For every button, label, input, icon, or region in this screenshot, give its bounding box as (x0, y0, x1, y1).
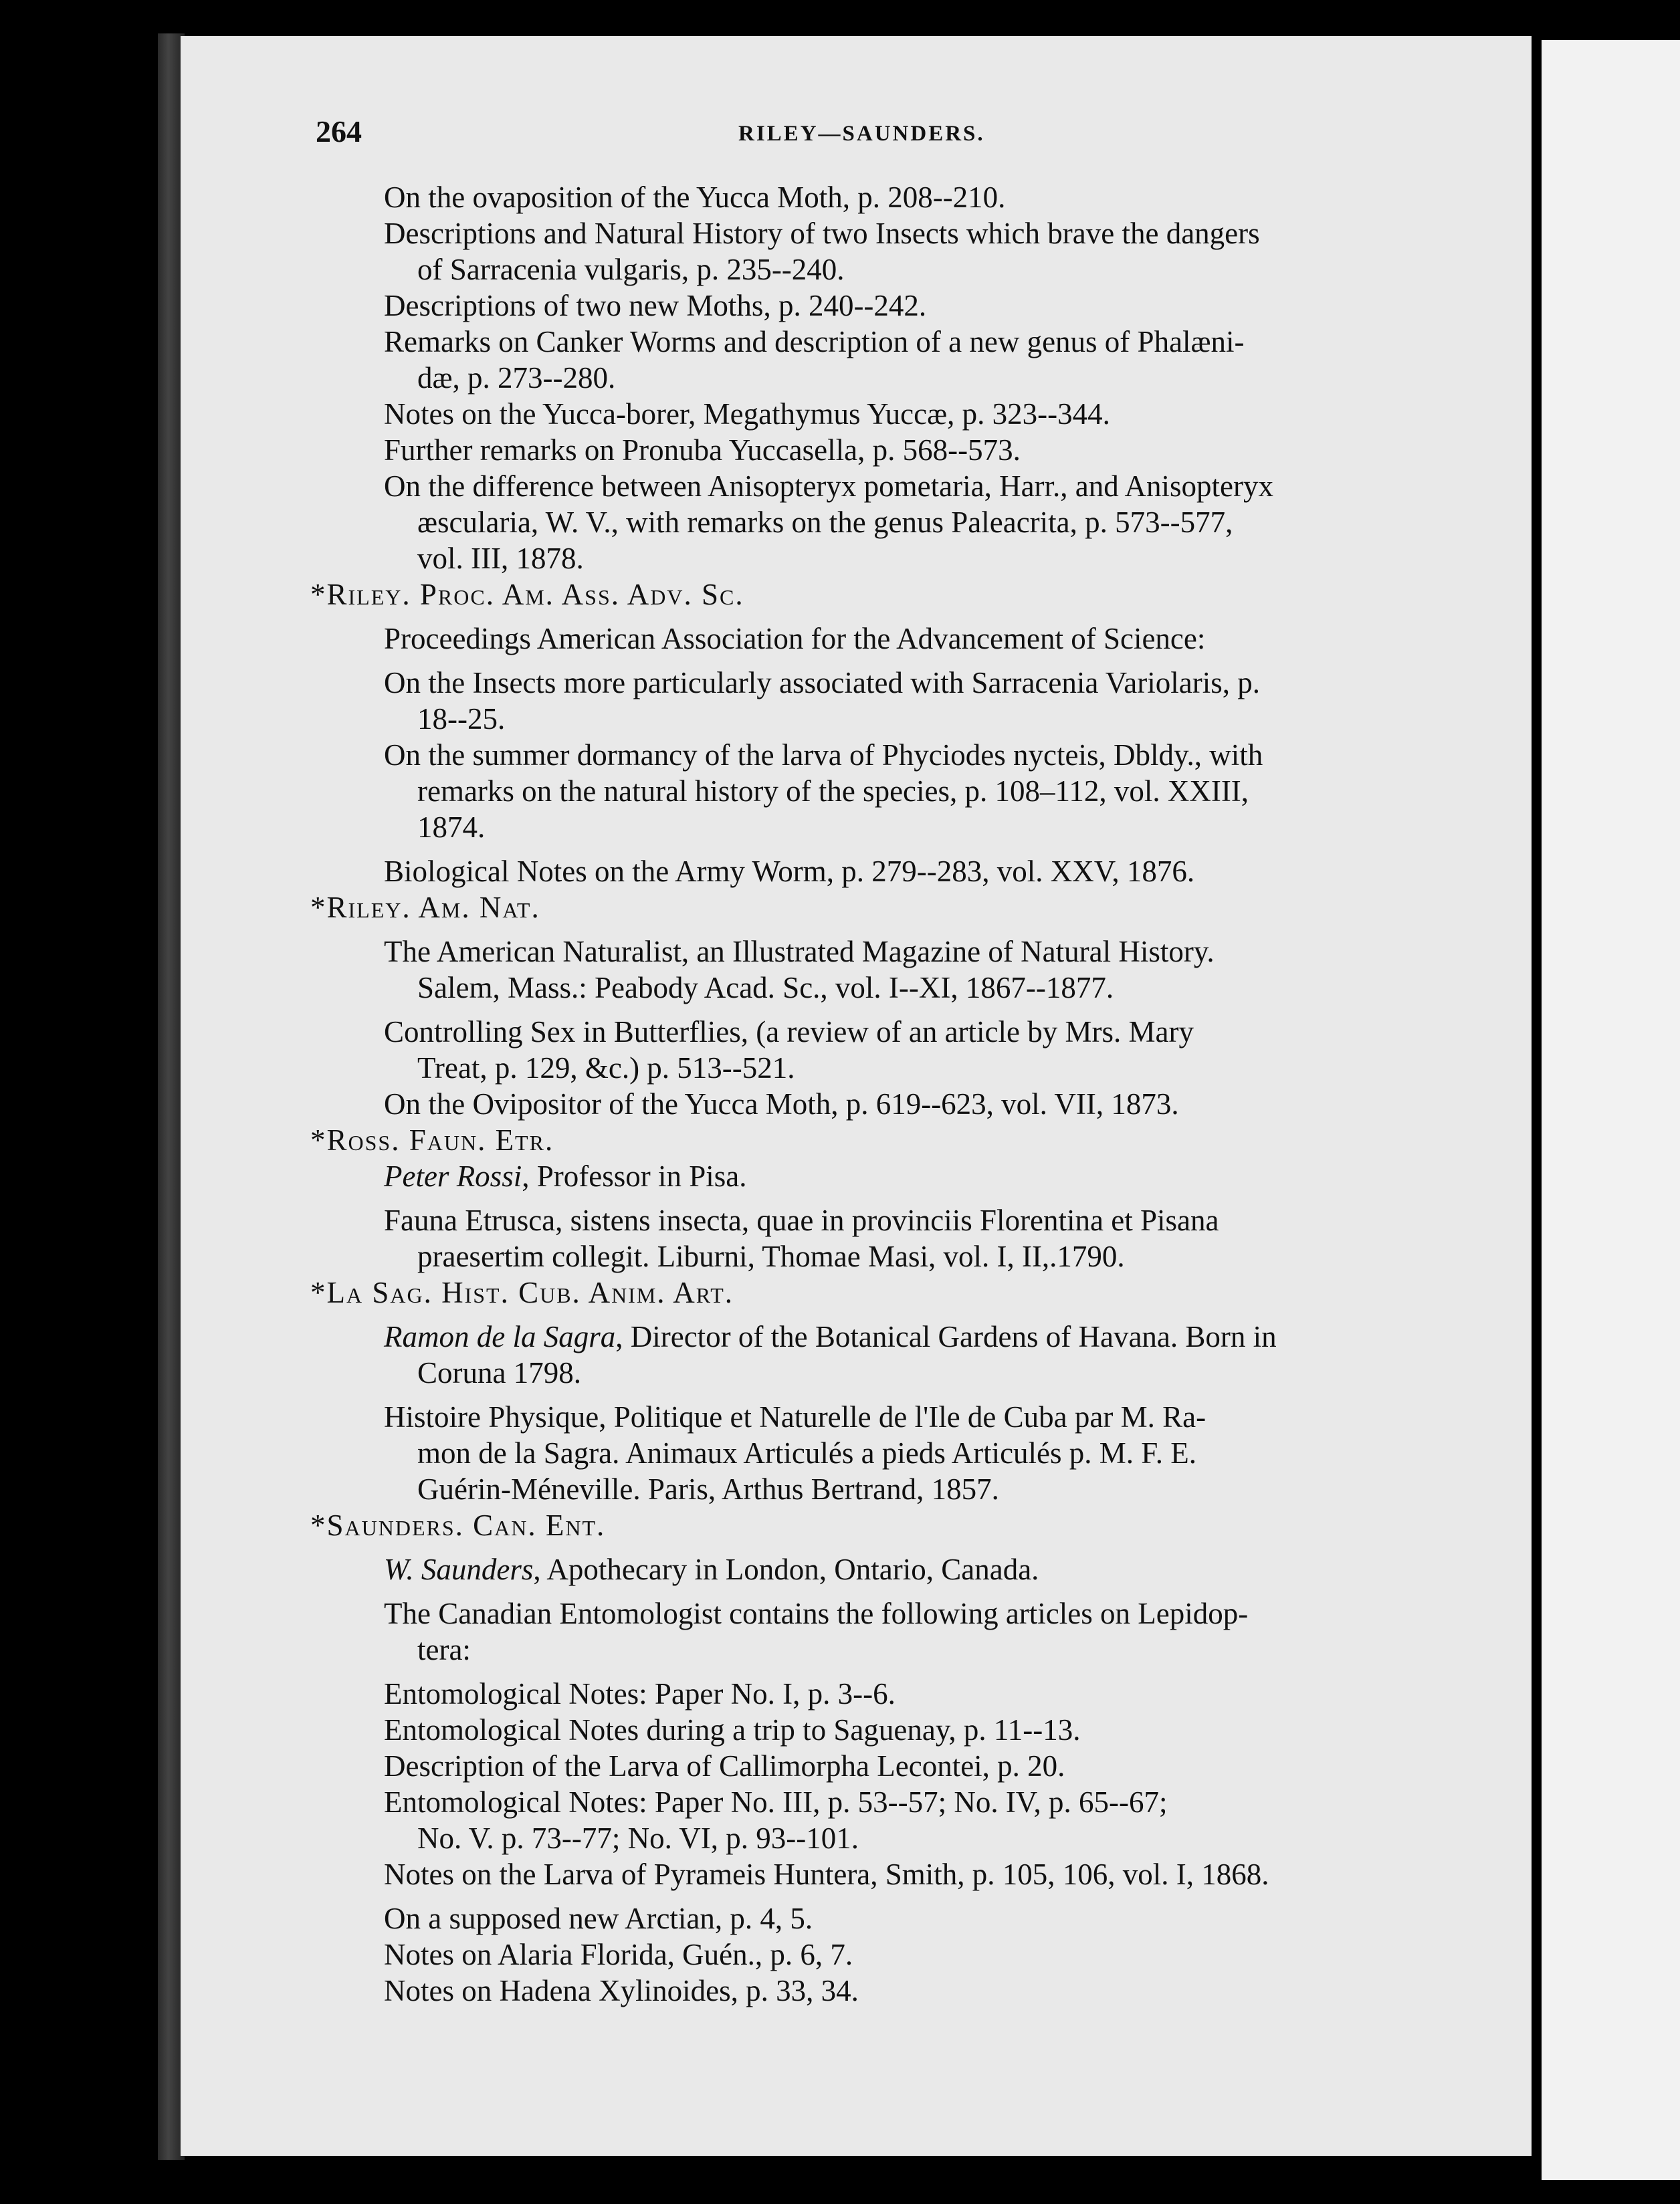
text-line: Fauna Etrusca, sistens insecta, quae in provinciis Florentina et Pisana (384, 1204, 1219, 1237)
text-line: No. V. p. 73--77; No. VI, p. 93--101. (417, 1822, 859, 1855)
author-description: , Professor in Pisa. (522, 1160, 747, 1193)
text-line: 18--25. (417, 702, 506, 736)
page-number: 264 (316, 114, 362, 148)
text-line: On a supposed new Arctian, p. 4, 5. (384, 1902, 813, 1935)
running-header (316, 114, 1453, 154)
text-line: Notes on the Yucca-borer, Megathymus Yuccæ, p. 323--344. (384, 397, 1110, 431)
text-line (310, 1158, 1447, 1194)
author-name: W. Saunders (384, 1553, 534, 1586)
author-description: , Apothecary in London, Ontario, Canada. (533, 1553, 1039, 1586)
text-line: Further remarks on Pronuba Yuccasella, p. 568--573. (384, 433, 1021, 467)
text-line: Coruna 1798. (417, 1356, 581, 1390)
entry-heading: *Ross. Faun. Etr. (310, 1123, 554, 1157)
text-line: æscularia, W. V., with remarks on the genus Paleacrita, p. 573--577, (417, 506, 1233, 539)
text-line: Controlling Sex in Butterflies, (a review of an article by Mrs. Mary (384, 1015, 1194, 1049)
text-line: On the summer dormancy of the larva of Phyciodes nycteis, Dbldy., with (384, 738, 1263, 772)
entry-heading: *Saunders. Can. Ent. (310, 1509, 606, 1542)
author-name: Peter Rossi (384, 1160, 522, 1193)
running-title: RILEY—SAUNDERS. (738, 122, 985, 146)
facing-page-edge (1542, 40, 1680, 2180)
text-line: Salem, Mass.: Peabody Acad. Sc., vol. I--XI, 1867--1877. (417, 971, 1114, 1004)
entry-heading: *Riley. Am. Nat. (310, 891, 540, 924)
text-line: On the ovaposition of the Yucca Moth, p. 208--210. (384, 181, 1006, 214)
text-line: Descriptions and Natural History of two Insects which brave the dangers (384, 217, 1260, 250)
text-line: Entomological Notes during a trip to Saguenay, p. 11--13. (384, 1713, 1081, 1747)
text-line: Treat, p. 129, &c.) p. 513--521. (417, 1051, 795, 1085)
text-line: On the Ovipositor of the Yucca Moth, p. 619--623, vol. VII, 1873. (384, 1087, 1179, 1121)
text-line: 1874. (417, 810, 486, 844)
author-name: Ramon de la Sagra (384, 1320, 616, 1353)
text-line: Descriptions of two new Moths, p. 240--242. (384, 289, 927, 322)
text-line: vol. III, 1878. (417, 542, 584, 575)
text-line: Biological Notes on the Army Worm, p. 279--283, vol. XXV, 1876. (384, 855, 1195, 888)
text-line: Entomological Notes: Paper No. I, p. 3--6. (384, 1677, 896, 1711)
entry-heading: *La Sag. Hist. Cub. Anim. Art. (310, 1276, 734, 1309)
text-body (310, 179, 1447, 2009)
text-line: Guérin-Méneville. Paris, Arthus Bertrand, 1857. (417, 1472, 999, 1506)
text-line: On the difference between Anisopteryx pometaria, Harr., and Anisopteryx (384, 469, 1274, 503)
text-line: Remarks on Canker Worms and description of a new genus of Phalæni- (384, 325, 1245, 358)
text-line (310, 1319, 1447, 1355)
text-line: The Canadian Entomologist contains the following articles on Lepidop- (384, 1597, 1249, 1630)
text-line: praesertim collegit. Liburni, Thomae Masi, vol. I, II,.1790. (417, 1240, 1125, 1273)
text-line: Histoire Physique, Politique et Naturelle de l'Ile de Cuba par M. Ra- (384, 1400, 1206, 1434)
text-line: of Sarracenia vulgaris, p. 235--240. (417, 253, 845, 286)
text-line: Entomological Notes: Paper No. III, p. 53--57; No. IV, p. 65--67; (384, 1785, 1168, 1819)
text-line: The American Naturalist, an Illustrated Magazine of Natural History. (384, 935, 1215, 968)
entry-heading: *Riley. Proc. Am. Ass. Adv. Sc. (310, 578, 744, 611)
text-line: Notes on Hadena Xylinoides, p. 33, 34. (384, 1974, 859, 2007)
text-line: Notes on Alaria Florida, Guén., p. 6, 7. (384, 1938, 853, 1971)
text-line (310, 1551, 1447, 1587)
text-line: dæ, p. 273--280. (417, 361, 616, 395)
text-line: tera: (417, 1633, 471, 1666)
text-line: remarks on the natural history of the species, p. 108–112, vol. XXIII, (417, 774, 1249, 808)
text-line: Description of the Larva of Callimorpha Lecontei, p. 20. (384, 1749, 1065, 1783)
author-description: , Director of the Botanical Gardens of Havana. Born in (615, 1320, 1277, 1353)
text-line: Notes on the Larva of Pyrameis Huntera, Smith, p. 105, 106, vol. I, 1868. (384, 1858, 1269, 1891)
text-line: mon de la Sagra. Animaux Articulés a pieds Articulés p. M. F. E. (417, 1436, 1196, 1470)
text-line: On the Insects more particularly associated with Sarracenia Variolaris, p. (384, 666, 1260, 699)
text-line: Proceedings American Association for the Advancement of Science: (384, 622, 1206, 655)
